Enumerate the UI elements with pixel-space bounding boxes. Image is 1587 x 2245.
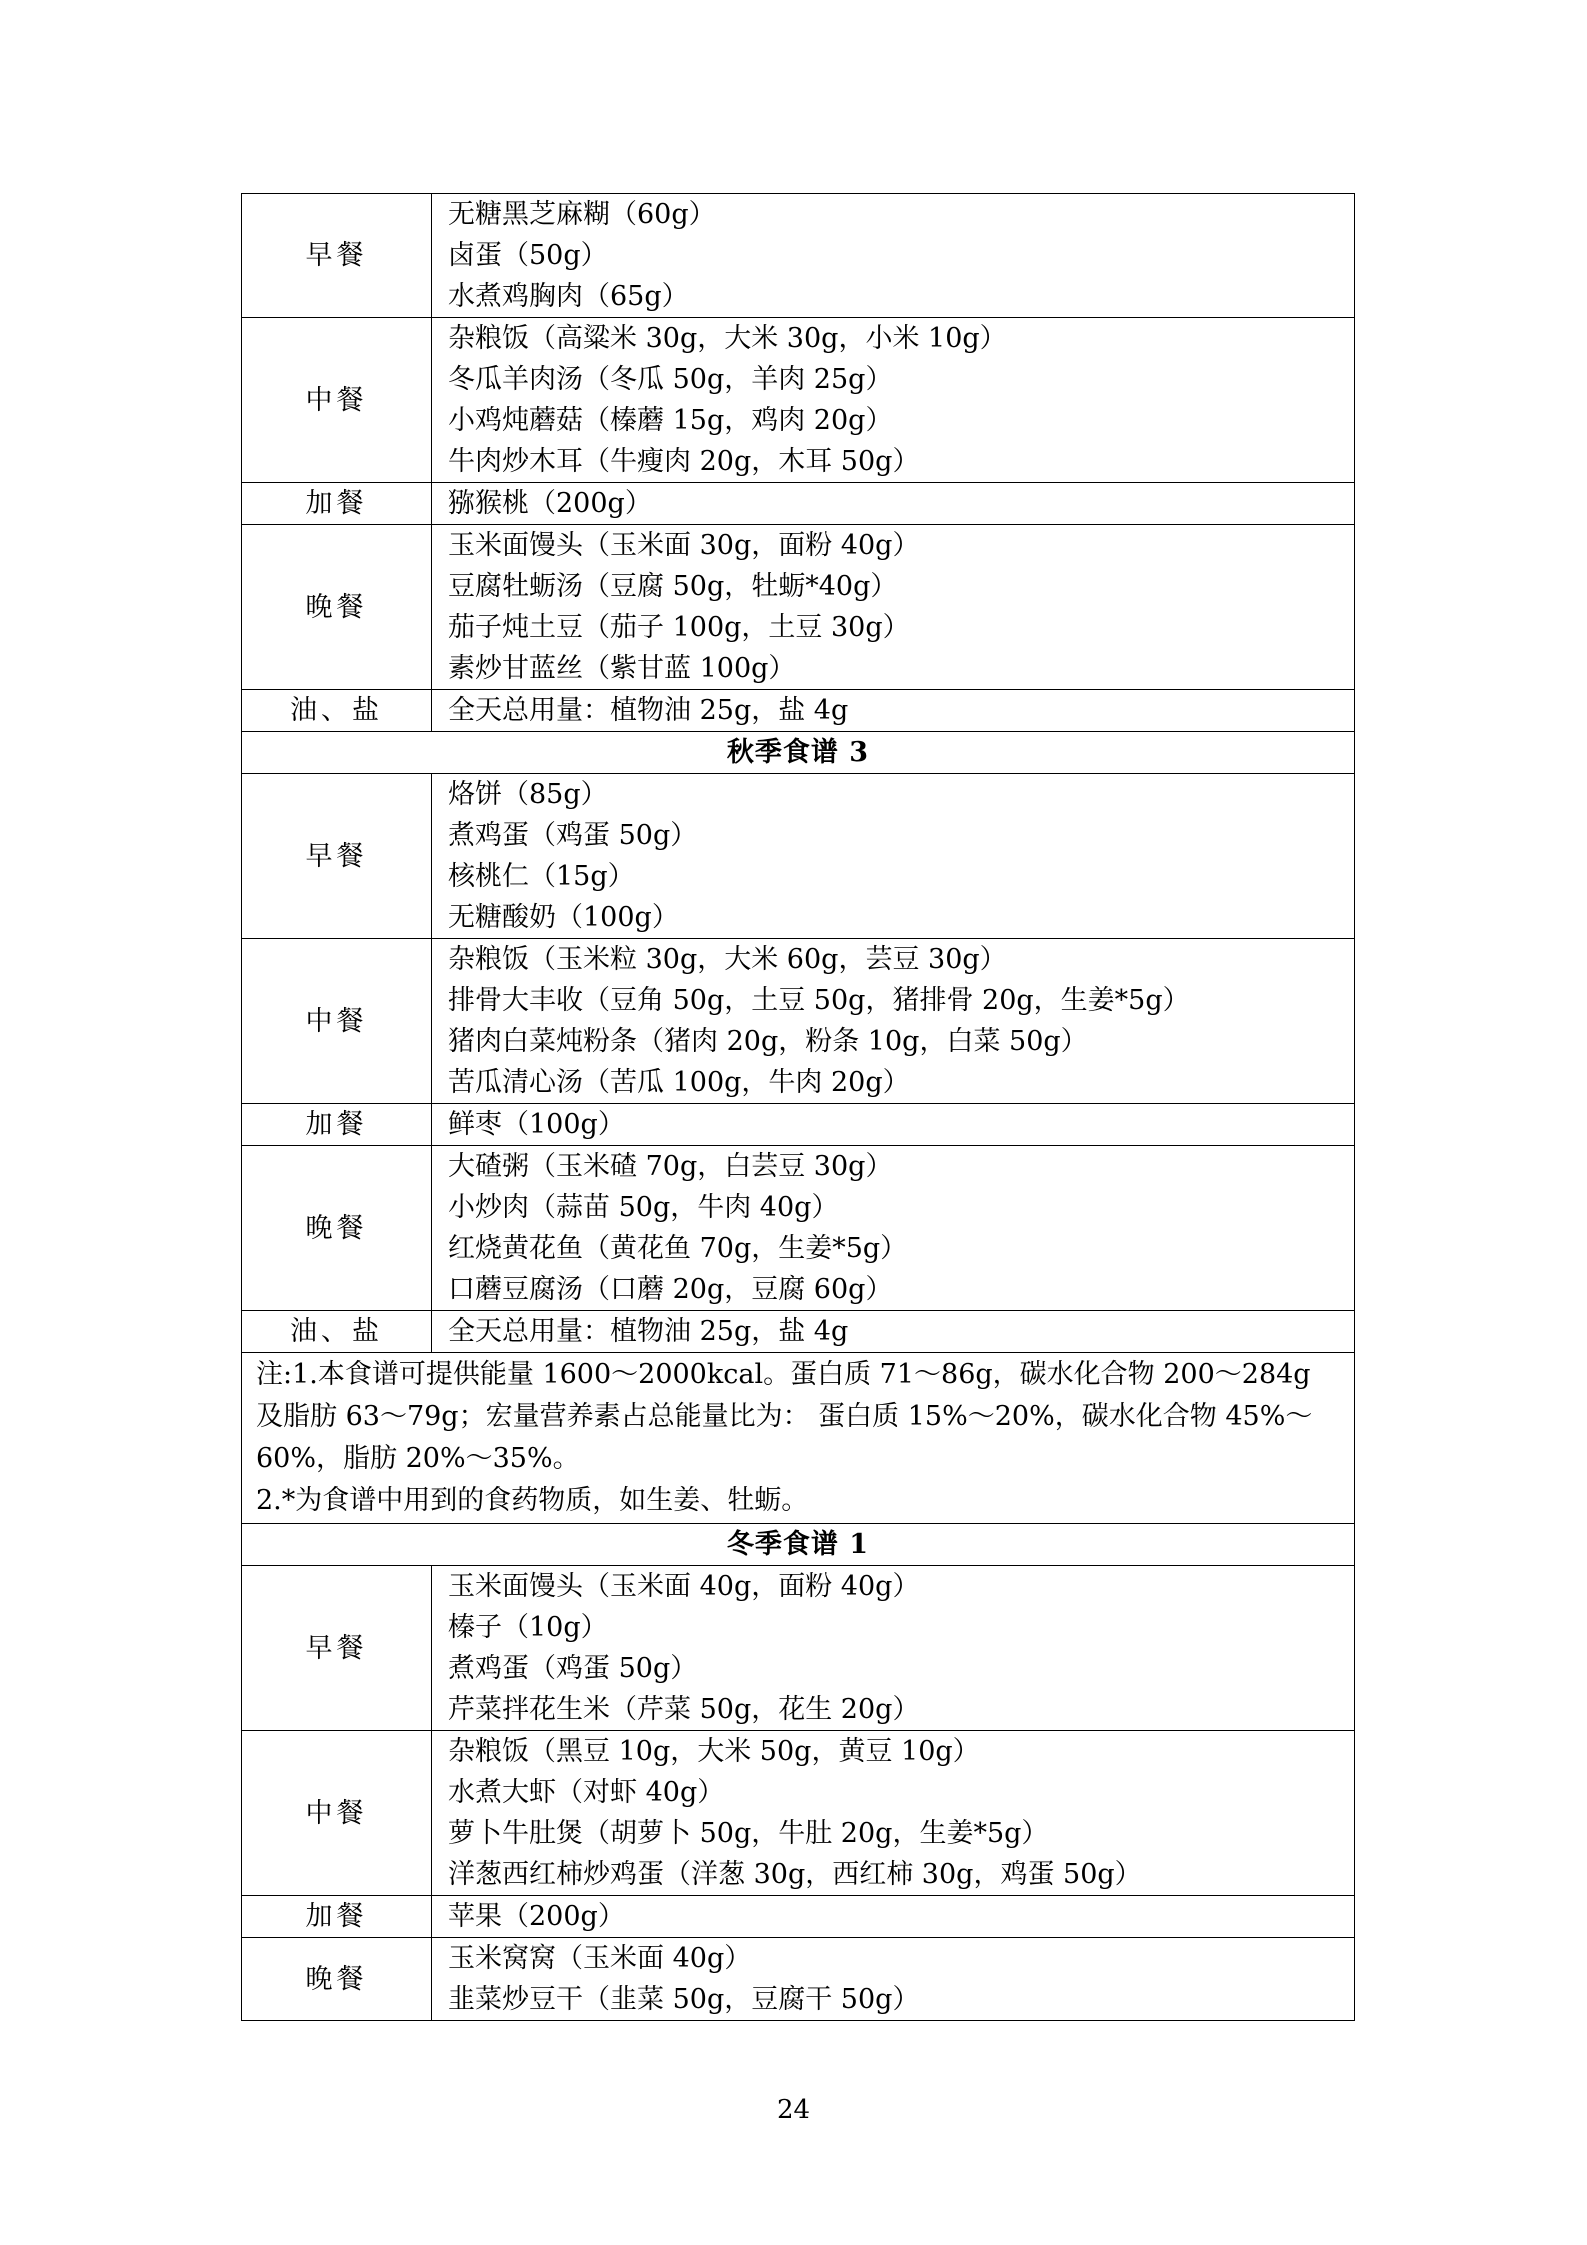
dish-item: 杂粮饭（黑豆 10g，大米 50g，黄豆 10g） — [448, 1736, 980, 1767]
section-title: 秋季食谱 3 — [242, 732, 1355, 774]
dish-item: 水煮鸡胸肉（65g） — [448, 281, 689, 312]
meal-row — [242, 483, 1355, 525]
meal-row — [242, 318, 1355, 483]
dish-item: 猪肉白菜炖粉条（猪肉 20g，粉条 10g，白菜 50g） — [448, 1026, 1088, 1057]
meal-items — [432, 1104, 1355, 1146]
meal-label: 晚餐 — [242, 1938, 432, 2021]
dish-item: 玉米面馒头（玉米面 40g，面粉 40g） — [448, 1571, 920, 1602]
note-row — [242, 1353, 1355, 1524]
dish-item: 芹菜拌花生米（芹菜 50g，花生 20g） — [448, 1694, 920, 1725]
dish-item: 卤蛋（50g） — [448, 240, 608, 271]
page-number: 24 — [776, 2095, 811, 2125]
dish-item: 苦瓜清心汤（苦瓜 100g，牛肉 20g） — [448, 1067, 910, 1098]
meal-row — [242, 1731, 1355, 1896]
recipe-table — [241, 193, 1355, 2021]
meal-row — [242, 525, 1355, 690]
meal-label: 早餐 — [242, 194, 432, 318]
dish-item: 韭菜炒豆干（韭菜 50g，豆腐干 50g） — [448, 1984, 920, 2015]
dish-item: 全天总用量：植物油 25g，盐 4g — [448, 695, 849, 726]
meal-row — [242, 1566, 1355, 1731]
meal-items — [432, 939, 1355, 1104]
meal-label: 晚餐 — [242, 1146, 432, 1311]
dish-item: 水煮大虾（对虾 40g） — [448, 1777, 725, 1808]
dish-item: 玉米面馒头（玉米面 30g，面粉 40g） — [448, 530, 920, 561]
meal-items — [432, 1938, 1355, 2021]
meal-row — [242, 1104, 1355, 1146]
dish-item: 冬瓜羊肉汤（冬瓜 50g，羊肉 25g） — [448, 364, 893, 395]
dish-item: 大碴粥（玉米碴 70g，白芸豆 30g） — [448, 1151, 893, 1182]
meal-label: 加餐 — [242, 1104, 432, 1146]
meal-label: 加餐 — [242, 1896, 432, 1938]
dish-item: 鲜枣（100g） — [448, 1109, 625, 1140]
meal-items — [432, 1566, 1355, 1731]
meal-label: 中餐 — [242, 318, 432, 483]
dish-item: 豆腐牡蛎汤（豆腐 50g，牡蛎*40g） — [448, 571, 898, 602]
dish-item: 杂粮饭（玉米粒 30g，大米 60g，芸豆 30g） — [448, 944, 1007, 975]
meal-row — [242, 939, 1355, 1104]
meal-items — [432, 690, 1355, 732]
meal-row — [242, 194, 1355, 318]
dish-item: 无糖酸奶（100g） — [448, 902, 679, 933]
meal-items — [432, 525, 1355, 690]
recipe-table-body — [242, 194, 1355, 2021]
meal-row — [242, 1311, 1355, 1353]
section-title: 冬季食谱 1 — [242, 1524, 1355, 1566]
dish-item: 煮鸡蛋（鸡蛋 50g） — [448, 820, 698, 851]
dish-item: 核桃仁（15g） — [448, 861, 635, 892]
meal-label: 油、盐 — [242, 690, 432, 732]
nutrition-note — [242, 1353, 1355, 1524]
dish-item: 苹果（200g） — [448, 1901, 625, 1932]
meal-items — [432, 194, 1355, 318]
dish-item: 素炒甘蓝丝（紫甘蓝 100g） — [448, 653, 796, 684]
section-header-row — [242, 732, 1355, 774]
meal-items — [432, 318, 1355, 483]
meal-items — [432, 1896, 1355, 1938]
dish-item: 排骨大丰收（豆角 50g，土豆 50g，猪排骨 20g，生姜*5g） — [448, 985, 1190, 1016]
meal-row — [242, 690, 1355, 732]
meal-row — [242, 1896, 1355, 1938]
dish-item: 无糖黑芝麻糊（60g） — [448, 199, 716, 230]
dish-item: 榛子（10g） — [448, 1612, 608, 1643]
meal-label: 中餐 — [242, 939, 432, 1104]
dish-item: 萝卜牛肚煲（胡萝卜 50g，牛肚 20g，生姜*5g） — [448, 1818, 1049, 1849]
meal-label: 油、盐 — [242, 1311, 432, 1353]
meal-label: 早餐 — [242, 1566, 432, 1731]
meal-label: 中餐 — [242, 1731, 432, 1896]
note-line: 2.*为食谱中用到的食药物质，如生姜、牡蛎。 — [256, 1485, 809, 1516]
meal-items — [432, 774, 1355, 939]
dish-item: 红烧黄花鱼（黄花鱼 70g，生姜*5g） — [448, 1233, 908, 1264]
dish-item: 玉米窝窝（玉米面 40g） — [448, 1943, 752, 1974]
meal-row — [242, 774, 1355, 939]
meal-label: 加餐 — [242, 483, 432, 525]
section-header-row — [242, 1524, 1355, 1566]
dish-item: 洋葱西红柿炒鸡蛋（洋葱 30g，西红柿 30g，鸡蛋 50g） — [448, 1859, 1142, 1890]
dish-item: 小炒肉（蒜苗 50g，牛肉 40g） — [448, 1192, 839, 1223]
dish-item: 茄子炖土豆（茄子 100g，土豆 30g） — [448, 612, 910, 643]
dish-item: 杂粮饭（高粱米 30g，大米 30g，小米 10g） — [448, 323, 1007, 354]
dish-item: 小鸡炖蘑菇（榛蘑 15g，鸡肉 20g） — [448, 405, 893, 436]
dish-item: 烙饼（85g） — [448, 779, 608, 810]
meal-items — [432, 483, 1355, 525]
meal-items — [432, 1731, 1355, 1896]
dish-item: 牛肉炒木耳（牛瘦肉 20g，木耳 50g） — [448, 446, 920, 477]
meal-row — [242, 1938, 1355, 2021]
meal-items — [432, 1311, 1355, 1353]
dish-item: 煮鸡蛋（鸡蛋 50g） — [448, 1653, 698, 1684]
meal-label: 晚餐 — [242, 525, 432, 690]
dish-item: 全天总用量：植物油 25g，盐 4g — [448, 1316, 849, 1347]
dish-item: 猕猴桃（200g） — [448, 488, 652, 519]
note-line: 注:1.本食谱可提供能量 1600～2000kcal。蛋白质 71～86g，碳水化合物 200～284g 及脂肪 63～79g；宏量营养素占总能量比为： 蛋白质 15%～20%，碳水化合物 45%～60%，脂肪 20%～35%。 — [256, 1359, 1313, 1474]
meal-items — [432, 1146, 1355, 1311]
meal-row — [242, 1146, 1355, 1311]
dish-item: 口蘑豆腐汤（口蘑 20g，豆腐 60g） — [448, 1274, 893, 1305]
meal-label: 早餐 — [242, 774, 432, 939]
